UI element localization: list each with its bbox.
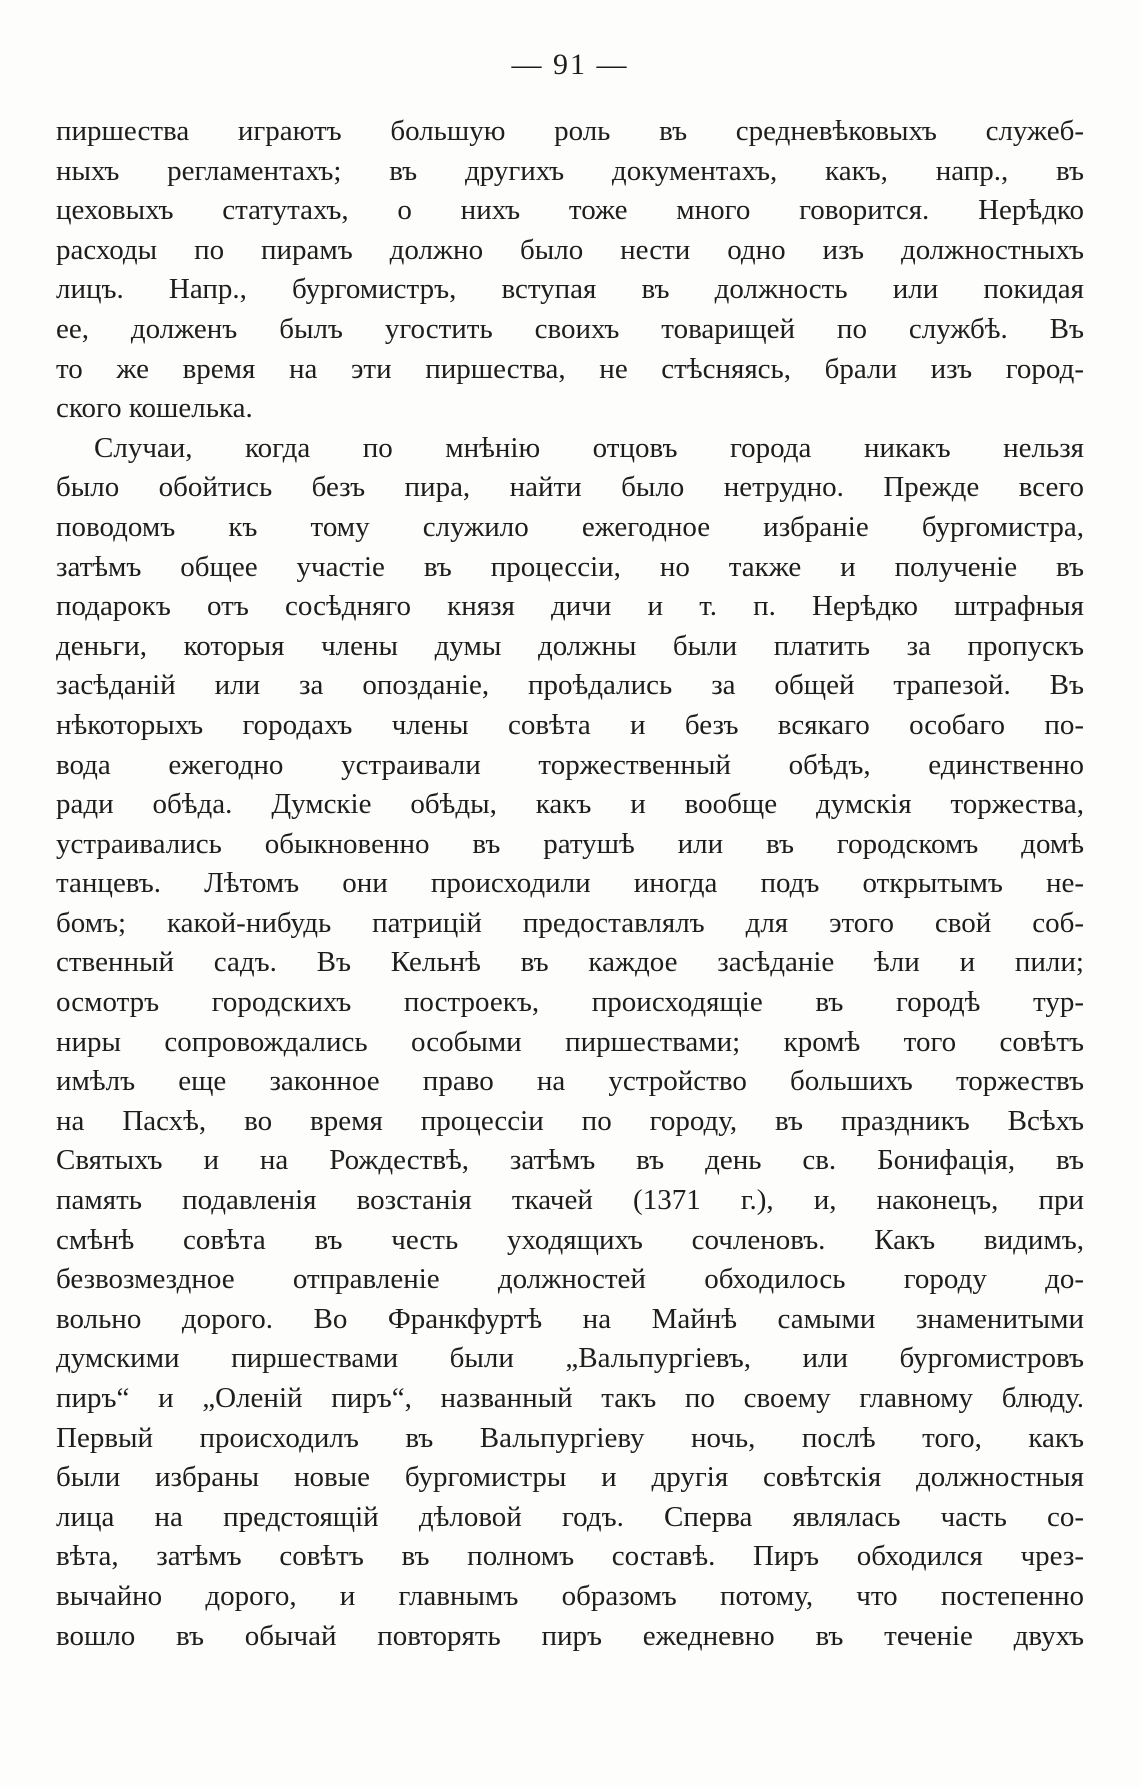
text-line: имѣлъ еще законное право на устройство большихъ торжествъ [56, 1065, 1084, 1098]
text-line: затѣмъ общее участіе въ процессіи, но также и полученіе въ [56, 550, 1084, 583]
text-line: деньги, которыя члены думы должны были платить за пропускъ [56, 629, 1084, 662]
text-line: лица на предстоящій дѣловой годъ. Сперва являлась часть со- [56, 1500, 1084, 1533]
text-line: засѣданій или за опозданіе, проѣдались за общей трапезой. Въ [56, 669, 1084, 702]
text-line: ныхъ регламентахъ; въ другихъ документахъ, какъ, напр., въ [56, 154, 1084, 187]
text-line: расходы по пирамъ должно было нести одно изъ должностныхъ [56, 233, 1084, 266]
text-line: вѣта, затѣмъ совѣтъ въ полномъ составѣ. Пиръ обходился чрез- [56, 1540, 1084, 1573]
text-line: устраивались обыкновенно въ ратушѣ или въ городскомъ домѣ [56, 827, 1084, 860]
text-line: подарокъ отъ сосѣдняго князя дичи и т. п. Нерѣдко штрафныя [56, 590, 1084, 623]
text-line: ниры сопровождались особыми пиршествами; кромѣ того совѣтъ [56, 1025, 1084, 1058]
text-line: ради обѣда. Думскіе обѣды, какъ и вообще думскія торжества, [56, 788, 1084, 821]
text-line: цеховыхъ статутахъ, о нихъ тоже много говорится. Нерѣдко [56, 194, 1084, 227]
paragraph-start-line: Случаи, когда по мнѣнію отцовъ города никакъ нельзя [94, 431, 1084, 464]
text-line: вольно дорого. Во Франкфуртѣ на Майнѣ самыми знаменитыми [56, 1302, 1084, 1335]
text-line: вода ежегодно устраивали торжественный обѣдъ, единственно [56, 748, 1084, 781]
text-line: ственный садъ. Въ Кельнѣ въ каждое засѣданіе ѣли и пили; [56, 946, 1084, 979]
text-line: поводомъ къ тому служило ежегодное избраніе бургомистра, [56, 510, 1084, 543]
text-line: было обойтись безъ пира, найти было нетрудно. Прежде всего [56, 471, 1084, 504]
page-number: — 91 — [511, 48, 629, 81]
text-line: Святыхъ и на Рождествѣ, затѣмъ въ день св. Бонифація, въ [56, 1144, 1084, 1177]
text-line: думскими пиршествами были „Вальпургіевъ, или бургомистровъ [56, 1342, 1084, 1375]
text-line: пиршества играютъ большую роль въ средневѣковыхъ служеб- [56, 115, 1084, 147]
text-line: пиръ“ и „Оленій пиръ“, названный такъ по своему главному блюду. [56, 1382, 1084, 1414]
text-line: Первый происходилъ въ Вальпургіеву ночь, послѣ того, какъ [56, 1421, 1084, 1454]
text-line: то же время на эти пиршества, не стѣсняясь, брали изъ город- [56, 352, 1084, 385]
text-line: были избраны новые бургомистры и другія совѣтскія должностныя [56, 1461, 1084, 1494]
text-line: смѣнѣ совѣта въ честь уходящихъ сочленовъ. Какъ видимъ, [56, 1223, 1084, 1256]
text-line: танцевъ. Лѣтомъ они происходили иногда подъ открытымъ не- [56, 867, 1084, 900]
text-line: лицъ. Напр., бургомистръ, вступая въ должность или покидая [56, 273, 1084, 306]
text-line: бомъ; какой-нибудь патрицій предоставлялъ для этого свой соб- [56, 906, 1084, 939]
text-line: осмотръ городскихъ построекъ, происходящіе въ городѣ тур- [56, 986, 1084, 1019]
text-line: на Пасхѣ, во время процессіи по городу, въ праздникъ Всѣхъ [56, 1104, 1084, 1137]
paragraph-end-line: ского кошелька. [56, 392, 253, 425]
text-line: безвозмездное отправленіе должностей обходилось городу до- [56, 1263, 1084, 1296]
text-line: нѣкоторыхъ городахъ члены совѣта и безъ всякаго особаго по- [56, 708, 1084, 741]
text-line: вычайно дорого, и главнымъ образомъ потому, что постепенно [56, 1579, 1084, 1612]
text-line: ее, долженъ былъ угостить своихъ товарищей по службѣ. Въ [56, 312, 1084, 345]
text-line: вошло въ обычай повторять пиръ ежедневно въ теченіе двухъ [56, 1619, 1084, 1652]
body-text [56, 112, 1084, 1656]
text-line: память подавленія возстанія ткачей (1371 г.), и, наконецъ, при [56, 1184, 1084, 1217]
